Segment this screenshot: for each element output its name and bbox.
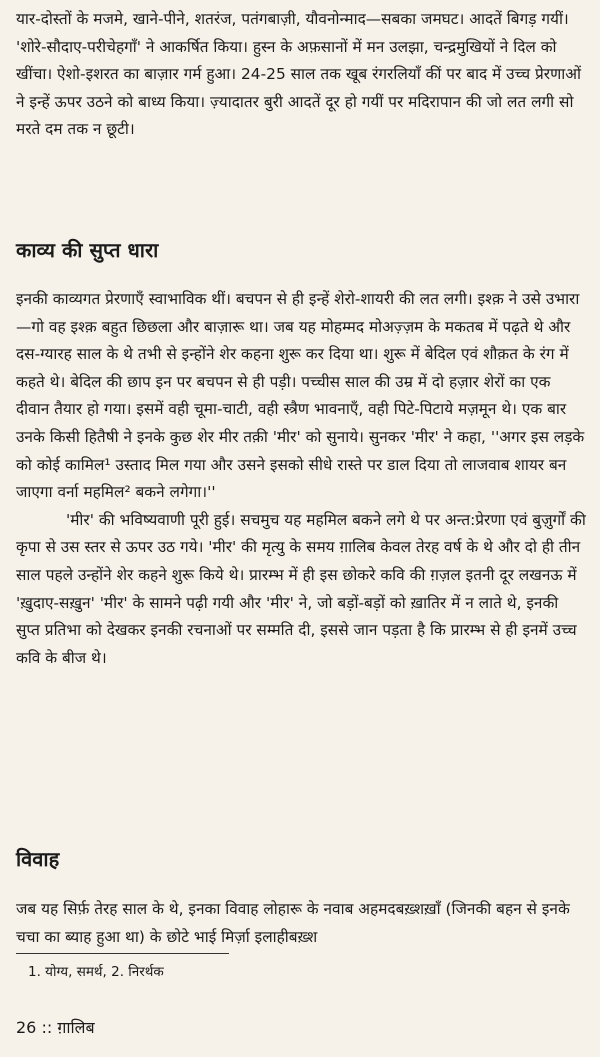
footnote-rule xyxy=(16,953,229,954)
footnote: 1. योग्य, समर्थ, 2. निरर्थक xyxy=(28,964,164,980)
intro-paragraph: यार-दोस्तों के मजमे, खाने-पीने, शतरंज, पतंगबाज़ी, यौवनोन्माद—सबका जमघट। आदतें बिगड़ गयीं। 'शोरे-सौदाए-परीचेहगाँ' ने आकर्षित किया। हुस्न के अफ़सानों में मन उलझा, चन्द्रमुखियों ने दिल को खींचा। ऐशो-इशरत का बाज़ार गर्म हुआ। 24-25 साल तक खूब रंगरलियाँ कीं पर बाद में उच्च प्रेरणाओं ने इन्हें ऊपर उठने को बाध्य किया। ज़्यादातर बुरी आदतें दूर हो गयीं पर मदिरापान की जो लत लगी सो मरते दम तक न छूटी। xyxy=(16,10,581,139)
page-folio: 26 :: ग़ालिब xyxy=(16,1018,95,1037)
section-heading-block-2 xyxy=(16,845,586,873)
section-vivah-paragraph-1: जब यह सिर्फ़ तेरह साल के थे, इनका विवाह लोहारू के नवाब अहमदबख़्शख़ाँ (जिनकी बहन से इनके चचा का ब्याह हुआ था) के छोटे भाई मिर्ज़ा इलाहीबख़्श xyxy=(16,900,570,946)
section-heading-vivah: विवाह xyxy=(16,847,60,871)
section-heading-block xyxy=(16,236,586,264)
section-vivah-body xyxy=(16,896,586,951)
section-heading-kavya: काव्य की सुप्त धारा xyxy=(16,238,159,262)
section-kavya-paragraph-2: 'मीर' की भविष्यवाणी पूरी हुई। सचमुच यह महमिल बकने लगे थे पर अन्त:प्रेरणा एवं बुज़ुर्गों की कृपा से उस स्तर से ऊपर उठ गये। 'मीर' की मृत्यु के समय ग़ालिब केवल तेरह वर्ष के थे और दो ही तीन साल पहले उन्होंने शेर कहने शुरू किये थे। प्रारम्भ में ही इस छोकरे कवि की ग़ज़ल इतनी दूर लखनऊ में 'ख़ुदाए-सख़ुन' 'मीर' के सामने पढ़ी गयी और 'मीर' ने, जो बड़ों-बड़ों को ख़ातिर में न लाते थे, इनकी सुप्त प्रतिभा को देखकर इनकी रचनाओं पर सम्मति दी, इससे जान पड़ता है कि प्रारम्भ से ही इनमें उच्च कवि के बीज थे। xyxy=(16,510,586,667)
section-kavya-body xyxy=(16,286,586,672)
section-kavya-paragraph-1: इनकी काव्यगत प्रेरणाएँ स्वाभाविक थीं। बचपन से ही इन्हें शेरो-शायरी की लत लगी। इश्क़ ने उसे उभारा—गो वह इश्क़ बहुत छिछला और बाज़ारू था। जब यह मोहम्मद मोअज़्ज़म के मकतब में पढ़ते थे और दस-ग्यारह साल के थे तभी से इन्होंने शेर कहना शुरू कर दिया था। शुरू में बेदिल एवं शौक़त के रंग में कहते थे। बेदिल की छाप इन पर बचपन से ही पड़ी। पच्चीस साल की उम्र में दो हज़ार शेरों का एक दीवान तैयार हो गया। इसमें वही चूमा-चाटी, वही स्त्रैण भावनाएँ, वही पिटे-पिटाये मज़मून थे। एक बार उनके किसी हितैषी ने इनके कुछ शेर मीर तक़ी 'मीर' को सुनाये। सुनकर 'मीर' ने कहा, ''अगर इस लड़के को कोई कामिल¹ उस्ताद मिल गया और उसने इसको सीधे रास्ते पर डाल दिया तो लाजवाब शायर बन जाएगा वर्ना महमिल² बकने लगेगा।'' xyxy=(16,290,585,502)
intro-paragraph-block xyxy=(16,6,586,144)
